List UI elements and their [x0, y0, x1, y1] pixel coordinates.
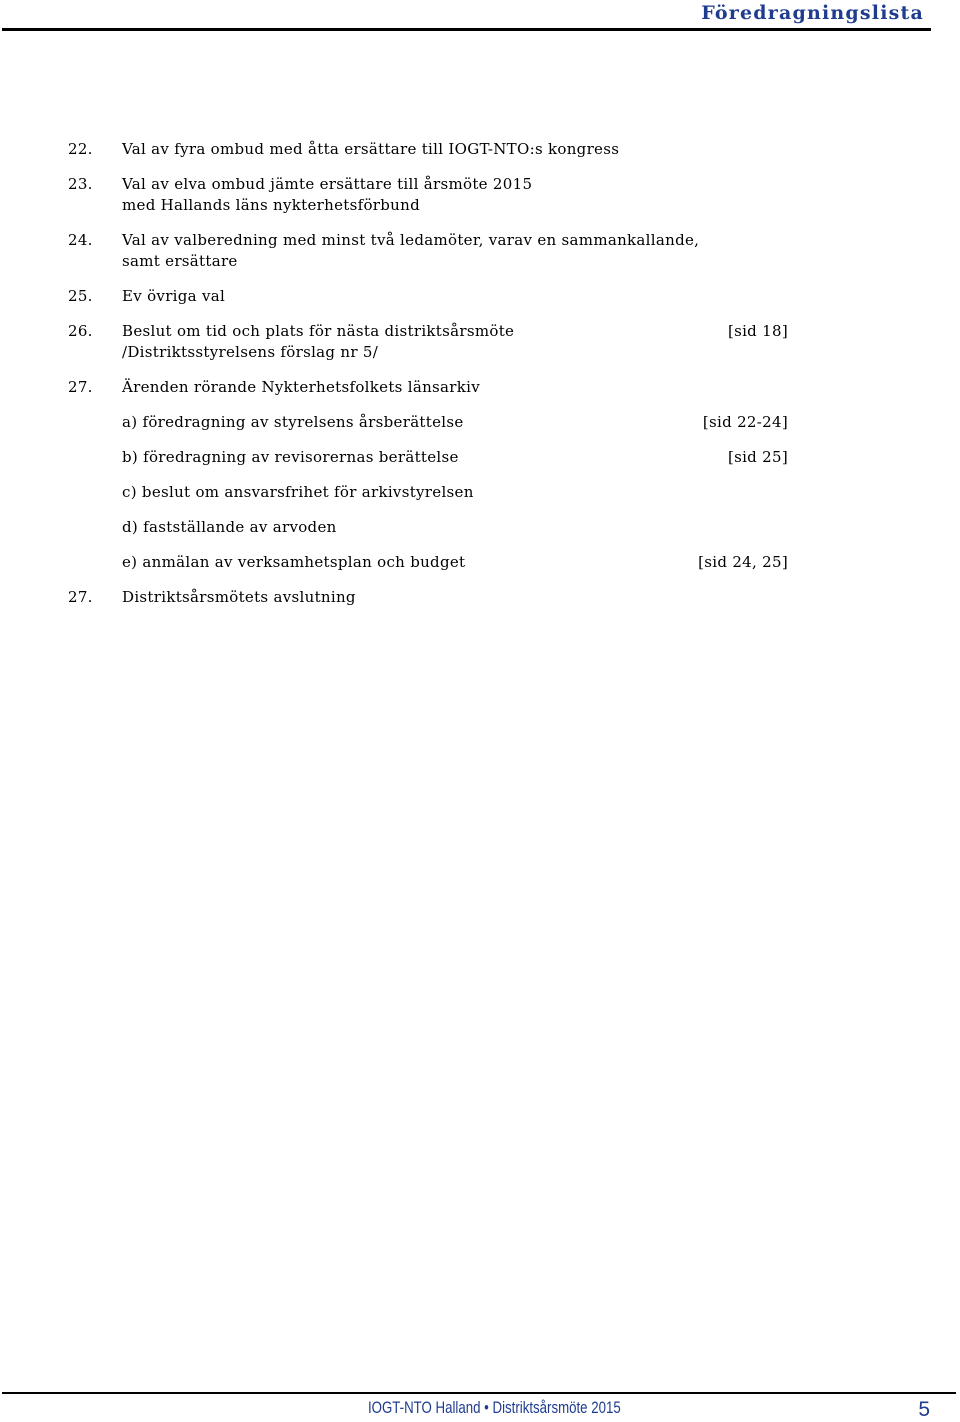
item-number: 26. [68, 322, 93, 340]
page-reference: [sid 18] [727, 322, 788, 340]
item-text: Val av fyra ombud med åtta ersättare till IOGT-NTO:s kongress [122, 140, 620, 158]
item-text: med Hallands läns nykterhetsförbund [122, 196, 420, 214]
agenda-item-24 [68, 230, 788, 251]
agenda-list [68, 139, 788, 608]
item-text: samt ersättare [122, 252, 238, 270]
subitem-text: b) föredragning av revisorernas berättelse [122, 448, 459, 466]
agenda-item-22 [68, 139, 788, 160]
subitem-text: d) fastställande av arvoden [122, 518, 337, 536]
item-text: Val av elva ombud jämte ersättare till årsmöte 2015 [122, 175, 533, 193]
agenda-item-26-cont [68, 342, 788, 363]
item-number: 23. [68, 175, 93, 193]
item-text: /Distriktsstyrelsens förslag nr 5/ [122, 343, 379, 361]
item-number: 25. [68, 287, 93, 305]
page-reference: [sid 25] [727, 448, 788, 466]
header-rule [2, 28, 931, 31]
item-number: 22. [68, 140, 93, 158]
item-text: Ärenden rörande Nykterhetsfolkets länsarkiv [122, 378, 481, 396]
subitem-d [68, 517, 788, 538]
agenda-item-25 [68, 286, 788, 307]
agenda-item-23 [68, 174, 788, 195]
subitem-text: c) beslut om ansvarsfrihet för arkivstyrelsen [122, 483, 474, 501]
page-reference: [sid 22-24] [702, 413, 788, 431]
page-title: Föredragningslista [701, 2, 924, 24]
agenda-item-24-cont [68, 251, 788, 272]
item-text: Val av valberedning med minst två ledamöter, varav en sammankallande, [122, 231, 700, 249]
item-number: 27. [68, 378, 93, 396]
agenda-item-closing [68, 587, 788, 608]
agenda-item-26 [68, 321, 788, 342]
subitem-b [68, 447, 788, 468]
subitem-a [68, 412, 788, 433]
item-number: 27. [68, 588, 93, 606]
item-text: Beslut om tid och plats för nästa distriktsårsmöte [122, 322, 515, 340]
item-number: 24. [68, 231, 93, 249]
item-text: Ev övriga val [122, 287, 226, 305]
subitem-e [68, 552, 788, 573]
footer-rule [2, 1392, 956, 1394]
subitem-text: e) anmälan av verksamhetsplan och budget [122, 553, 466, 571]
item-text: Distriktsårsmötets avslutning [122, 588, 356, 606]
agenda-item-23-cont [68, 195, 788, 216]
page-number: 5 [918, 1398, 930, 1421]
agenda-item-27 [68, 377, 788, 398]
subitem-text: a) föredragning av styrelsens årsberättelse [122, 413, 464, 431]
page-reference: [sid 24, 25] [698, 553, 788, 571]
subitem-c [68, 482, 788, 503]
footer-org-text: IOGT-NTO Halland • Distriktsårsmöte 2015 [368, 1398, 621, 1417]
